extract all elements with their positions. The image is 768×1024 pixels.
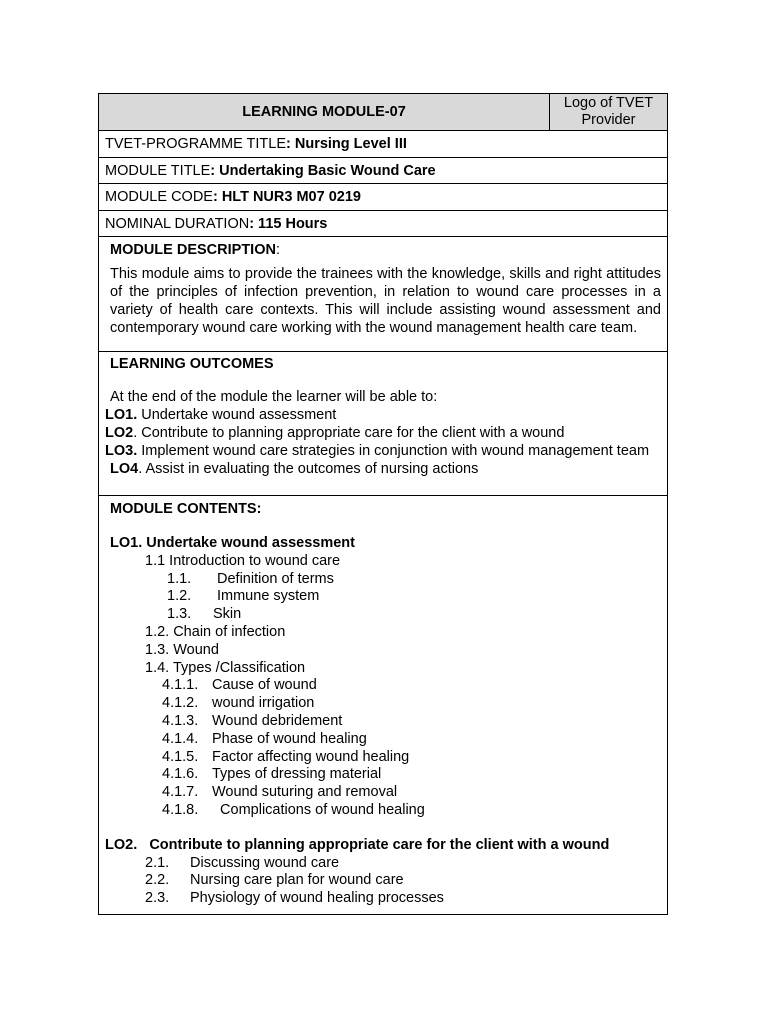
module-title-row xyxy=(99,158,667,185)
header-row xyxy=(99,94,667,131)
description-text: This module aims to provide the trainees with the knowledge, skills and right attitudes of the principles of infection prevention, in relation to wound care processes in a variety of health care contexts. This will include assisting wound assessment and contemporary wound care working with the wound management health care team. xyxy=(110,266,661,336)
list-item: 1.3. Skin xyxy=(167,606,242,623)
description-section xyxy=(99,237,667,352)
lo2-title: LO2. Contribute to planning appropriate care for the client with a wound xyxy=(105,836,610,853)
list-item: 2.1. Discussing wound care xyxy=(145,854,340,871)
list-item: 4.1.3. Wound debridement xyxy=(162,712,343,729)
logo-placeholder xyxy=(550,94,667,130)
module-code-value: : HLT NUR3 M07 0219 xyxy=(212,189,361,205)
list-item: 4.1.4. Phase of wound healing xyxy=(162,730,367,747)
section-1-3: 1.3. Wound xyxy=(145,641,219,658)
module-title-value: : Undertaking Basic Wound Care xyxy=(210,162,436,179)
contents-heading: MODULE CONTENTS: xyxy=(110,501,262,517)
module-title-label: MODULE TITLE xyxy=(105,162,211,179)
lo1-title: LO1. Undertake wound assessment xyxy=(110,535,355,551)
outcome-item: LO3. Implement wound care strategies in conjunction with wound management team xyxy=(105,443,650,459)
outcomes-heading: LEARNING OUTCOMES xyxy=(110,356,274,372)
module-number-title: LEARNING MODULE-07 xyxy=(99,94,550,130)
duration-value: : 115 Hours xyxy=(249,215,328,232)
list-item: 4.1.5. Factor affecting wound healing xyxy=(162,748,410,765)
module-code-label: MODULE CODE xyxy=(105,189,213,205)
outcome-item: LO4. Assist in evaluating the outcomes of nursing actions xyxy=(110,461,479,477)
module-table xyxy=(98,93,668,915)
contents-section xyxy=(99,496,667,914)
duration-row xyxy=(99,211,667,238)
list-item: 1.1. Definition of terms xyxy=(167,570,334,587)
module-code-row xyxy=(99,184,667,211)
logo-line-1: Logo of TVET xyxy=(563,95,654,111)
programme-label: TVET-PROGRAMME TITLE xyxy=(105,136,287,152)
list-item: 4.1.6. Types of dressing material xyxy=(162,766,382,783)
outcome-item: LO1. Undertake wound assessment xyxy=(105,407,337,423)
programme-value: : Nursing Level III xyxy=(286,136,407,152)
list-item: 2.2. Nursing care plan for wound care xyxy=(145,872,404,889)
description-heading: MODULE DESCRIPTION: xyxy=(110,242,280,258)
outcome-item: LO2. Contribute to planning appropriate care for the client with a wound xyxy=(105,425,565,441)
list-item: 4.1.8. Complications of wound healing xyxy=(162,801,425,818)
section-1-1: 1.1 Introduction to wound care xyxy=(145,552,341,569)
programme-row xyxy=(99,131,667,158)
list-item: 2.3. Physiology of wound healing processes xyxy=(145,890,444,907)
list-item: 1.2. Immune system xyxy=(167,588,320,605)
list-item: 4.1.7. Wound suturing and removal xyxy=(162,784,398,801)
section-1-2: 1.2. Chain of infection xyxy=(145,623,286,640)
duration-label: NOMINAL DURATION xyxy=(105,215,250,232)
outcomes-section xyxy=(99,352,667,496)
logo-line-2: Provider xyxy=(581,112,636,128)
section-1-4: 1.4. Types /Classification xyxy=(145,659,306,676)
list-item: 4.1.1. Cause of wound xyxy=(162,677,317,694)
list-item: 4.1.2. wound irrigation xyxy=(162,695,315,712)
outcomes-intro: At the end of the module the learner will be able to: xyxy=(110,389,438,405)
